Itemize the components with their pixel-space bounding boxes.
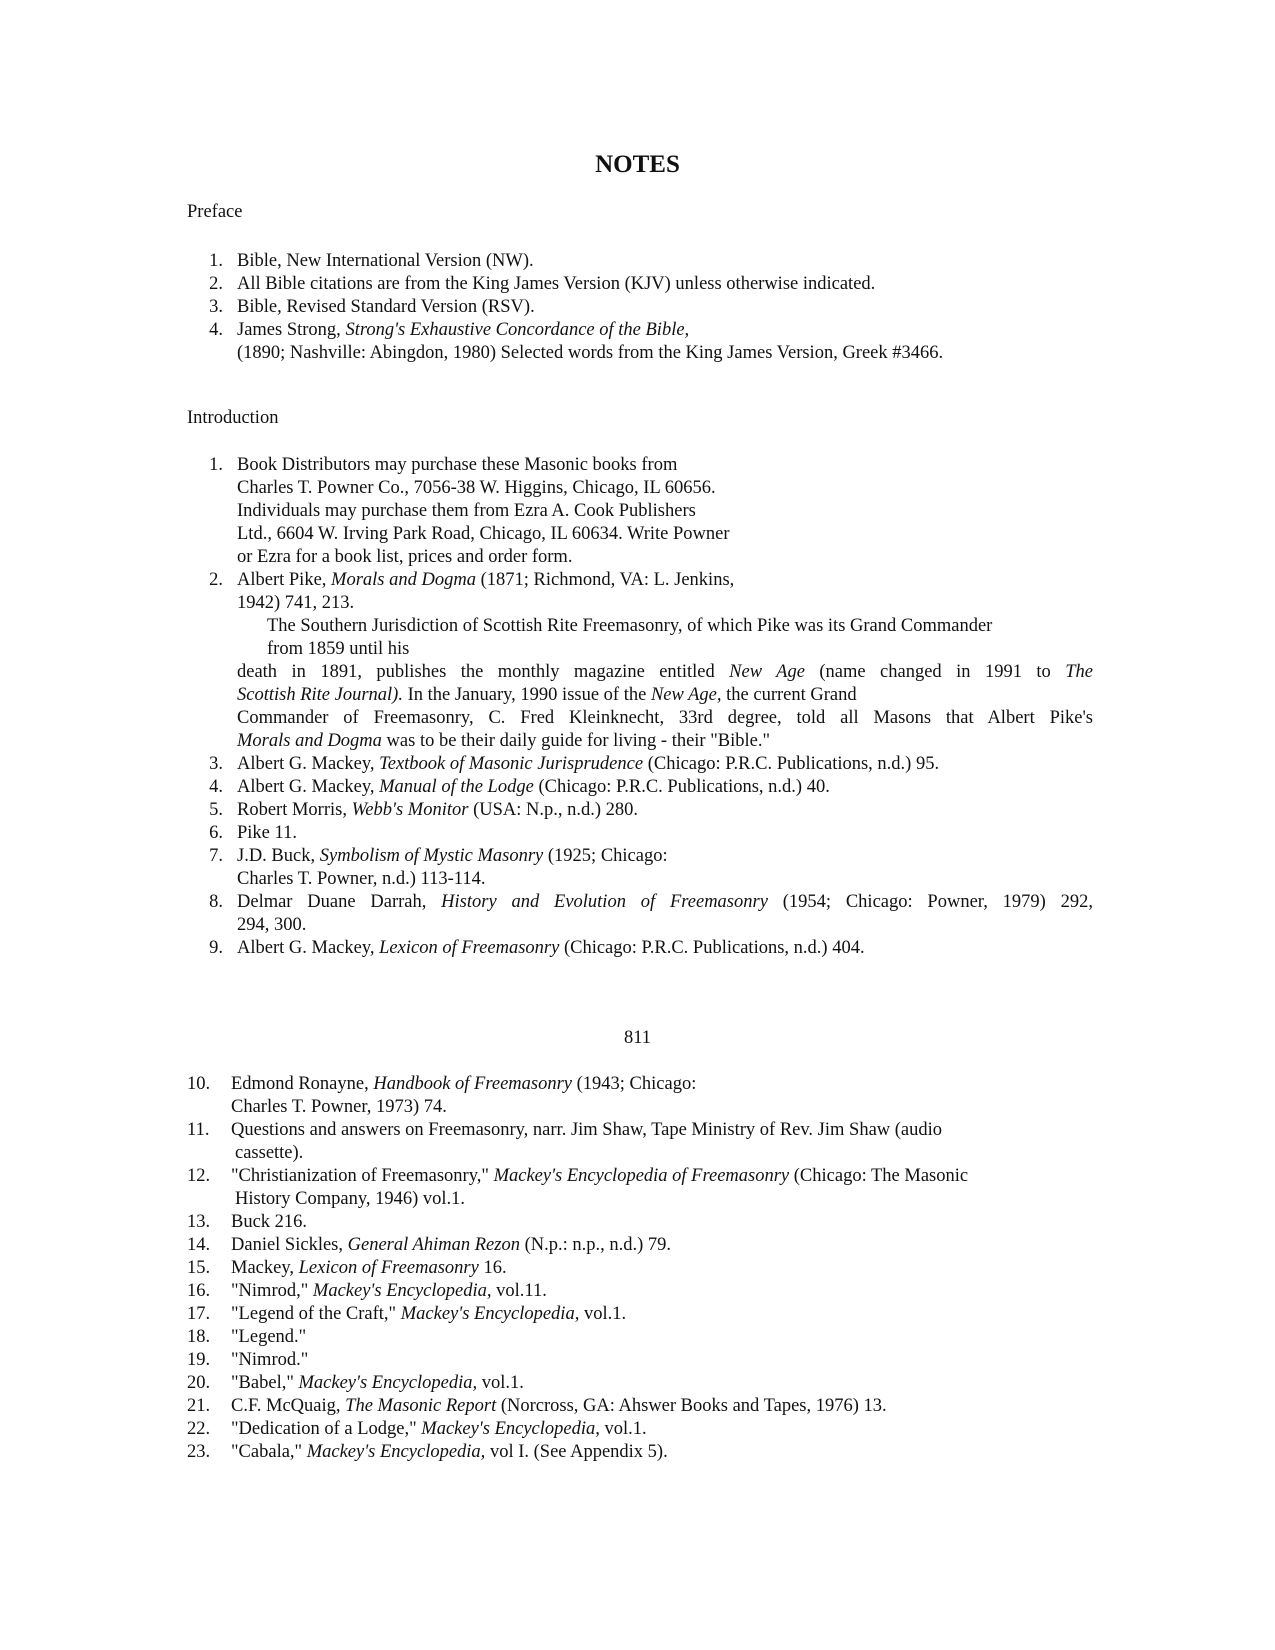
note-publication: (Chicago: P.R.C. Publications, n.d.) 95. [643,754,940,774]
note-number: 1. [209,455,223,475]
preface-notes-list [193,250,1093,365]
list-item [193,569,1093,753]
preface-heading: Preface [187,202,243,222]
note-text-continued: 1942) 741, 213. [237,593,355,613]
note-author: "Dedication of a Lodge," [231,1419,422,1439]
continued-notes-list [187,1073,1087,1464]
note-publication: (1925; Chicago: [543,846,668,866]
list-item [193,799,1093,822]
page-title: NOTES [595,151,680,178]
note-author: Delmar Duane Darrah, [237,892,442,912]
list-item [193,454,1093,569]
note-author: Mackey, [231,1258,299,1278]
note-number: 12. [187,1166,211,1186]
note-text [231,1418,1087,1441]
note-text [231,1257,1087,1280]
note-author: Albert Pike, [237,570,332,590]
note-publication: (1943; Chicago: [572,1074,697,1094]
note-text [231,1303,1087,1326]
note-text-continued: (1890; Nashville: Abingdon, 1980) Selected words from the King James Version, Greek #3466. [237,343,944,363]
note-publication: (N.p.: n.p., n.d.) 79. [519,1235,672,1255]
list-item [193,776,1093,799]
note-number: 7. [209,846,223,866]
note-number: 9. [209,938,223,958]
note-number: 8. [209,892,223,912]
note-author: C.F. McQuaig, [231,1396,346,1416]
note-text: All Bible citations are from the King James Version (KJV) unless otherwise indicated. [237,274,876,294]
note-number: 4. [209,777,223,797]
commentary-text: the current Grand [721,685,857,705]
note-number: 20. [187,1373,211,1393]
note-text: Ltd., 6604 W. Irving Park Road, Chicago, IL 60634. Write Powner [237,524,730,544]
note-title-italic: Manual of the Lodge [379,777,534,797]
note-number: 13. [187,1212,211,1232]
note-number: 15. [187,1258,211,1278]
list-item [193,319,1093,365]
note-commentary-line: from 1859 until his [267,639,410,659]
commentary-italic: New Age [729,662,805,682]
note-author: "Babel," [231,1373,299,1393]
note-commentary-line [237,684,1093,707]
note-author: Albert G. Mackey, [237,938,380,958]
list-item [193,937,1093,960]
note-text: Bible, New International Version (NW). [237,251,534,271]
commentary-italic: The [1065,662,1093,682]
list-item [193,250,1093,273]
note-author: Edmond Ronayne, [231,1074,374,1094]
note-title-italic: Mackey's Encyclopedia of Freemasonry [493,1166,790,1186]
page-number: 811 [623,1028,652,1048]
note-commentary-line [237,730,1093,753]
note-text-continued: Charles T. Powner, 1973) 74. [231,1097,447,1117]
commentary-text: death in 1891, publishes the monthly magazine entitled [237,662,730,682]
note-number: 22. [187,1419,211,1439]
note-number: 4. [209,320,223,340]
note-text [237,799,1093,822]
note-text [237,319,1093,342]
note-author: "Christianization of Freemasonry," [231,1166,494,1186]
note-commentary-line: The Southern Jurisdiction of Scottish Rite Freemasonry, of which Pike was its Grand Commander [267,616,993,636]
note-text: Pike 11. [237,823,297,843]
note-text [231,1372,1087,1395]
note-text: Charles T. Powner Co., 7056-38 W. Higgins, Chicago, IL 60656. [237,478,716,498]
note-text [237,776,1093,799]
list-item [187,1280,1087,1303]
note-number: 16. [187,1281,211,1301]
note-text [231,1234,1087,1257]
list-item [187,1211,1087,1234]
note-number: 10. [187,1074,211,1094]
note-text-continued: History Company, 1946) vol.1. [235,1189,466,1209]
note-number: 3. [209,754,223,774]
list-item [193,891,1093,937]
note-publication: vol.1. [599,1419,647,1439]
list-item [187,1303,1087,1326]
note-number: 3. [209,297,223,317]
list-item [193,845,1093,891]
list-item [187,1441,1087,1464]
note-commentary-line [237,661,1093,684]
note-number: 1. [209,251,223,271]
note-publication: (1871; Richmond, VA: L. Jenkins, [475,570,735,590]
note-text [237,937,1093,960]
note-text [231,1165,1087,1188]
list-item [193,753,1093,776]
list-item [187,1119,1087,1165]
note-number: 18. [187,1327,211,1347]
note-publication: vol.1. [477,1373,524,1393]
note-title-italic: Mackey's Encyclopedia, [306,1442,486,1462]
note-publication: vol I. (See Appendix 5). [485,1442,668,1462]
note-author: J.D. Buck, [237,846,320,866]
note-commentary-line: Commander of Freemasonry, C. Fred Kleinknecht, 33rd degree, told all Masons that Albert Pike's [237,708,1093,728]
list-item [193,296,1093,319]
note-text: "Nimrod." [231,1350,309,1370]
note-number: 2. [209,274,223,294]
note-author: "Nimrod," [231,1281,313,1301]
note-text [231,1395,1087,1418]
note-text-continued: 294, 300. [237,915,307,935]
introduction-heading: Introduction [187,408,279,428]
note-publication: vol.11. [491,1281,547,1301]
note-publication: (Norcross, GA: Ahswer Books and Tapes, 1976) 13. [496,1396,887,1416]
note-number: 14. [187,1235,211,1255]
note-author: Daniel Sickles, [231,1235,348,1255]
note-publication: (USA: N.p., n.d.) 280. [468,800,639,820]
note-text-continued: Charles T. Powner, n.d.) 113-114. [237,869,486,889]
list-item [187,1395,1087,1418]
note-text: Bible, Revised Standard Version (RSV). [237,297,535,317]
note-text [237,845,1093,868]
list-item [187,1349,1087,1372]
note-text: Questions and answers on Freemasonry, narr. Jim Shaw, Tape Ministry of Rev. Jim Shaw (audio [231,1120,943,1140]
note-title-italic: Handbook of Freemasonry [373,1074,572,1094]
commentary-italic: Scottish Rite Journal). [237,685,403,705]
list-item [187,1326,1087,1349]
list-item [187,1372,1087,1395]
note-title-italic: Webb's Monitor [351,800,469,820]
note-text: Buck 216. [231,1212,308,1232]
note-publication: (Chicago: P.R.C. Publications, n.d.) 40. [533,777,830,797]
note-number: 19. [187,1350,211,1370]
note-title-italic: The Masonic Report [345,1396,497,1416]
note-title-italic: Mackey's Encyclopedia, [312,1281,492,1301]
commentary-text: In the January, 1990 issue of the [402,685,651,705]
note-number: 11. [187,1120,210,1140]
note-publication: 16. [478,1258,507,1278]
note-author: "Legend of the Craft," [231,1304,401,1324]
note-text: "Legend." [231,1327,307,1347]
note-text: Individuals may purchase them from Ezra A. Cook Publishers [237,501,696,521]
note-title-italic: Mackey's Encyclopedia, [298,1373,478,1393]
note-number: 2. [209,570,223,590]
commentary-text: was to be their daily guide for living - their "Bible." [381,731,771,751]
note-text [231,1073,1087,1096]
list-item [187,1418,1087,1441]
note-number: 6. [209,823,223,843]
note-title-italic: Morals and Dogma [331,570,476,590]
commentary-text: (name changed in 1991 to [804,662,1066,682]
note-author: Robert Morris, [237,800,352,820]
note-title-italic: Strong's Exhaustive Concordance of the Bible, [345,320,690,340]
note-author: Albert G. Mackey, [237,777,380,797]
note-number: 21. [187,1396,211,1416]
commentary-italic: New Age, [650,685,722,705]
note-text [231,1280,1087,1303]
note-text [231,1441,1087,1464]
note-text [237,569,1093,592]
note-text-continued: cassette). [235,1143,304,1163]
note-title-italic: Mackey's Encyclopedia, [400,1304,580,1324]
note-text [237,891,1093,914]
note-text [237,753,1093,776]
list-item [193,822,1093,845]
note-publication: (1954; Chicago: Powner, 1979) 292, [767,892,1093,912]
commentary-italic: Morals and Dogma [237,731,382,751]
note-author: Albert G. Mackey, [237,754,380,774]
note-title-italic: Mackey's Encyclopedia, [421,1419,600,1439]
note-title-italic: Lexicon of Freemasonry [379,938,560,958]
list-item [187,1234,1087,1257]
note-author: "Cabala," [231,1442,307,1462]
list-item [187,1257,1087,1280]
list-item [193,273,1093,296]
list-item [187,1073,1087,1119]
note-number: 17. [187,1304,211,1324]
note-number: 23. [187,1442,211,1462]
list-item [187,1165,1087,1211]
note-title-italic: General Ahiman Rezon [347,1235,520,1255]
note-title-italic: Textbook of Masonic Jurisprudence [379,754,644,774]
note-text: or Ezra for a book list, prices and order form. [237,547,573,567]
note-number: 5. [209,800,223,820]
note-author: James Strong, [237,320,346,340]
note-title-italic: Lexicon of Freemasonry [298,1258,479,1278]
note-publication: (Chicago: The Masonic [789,1166,969,1186]
introduction-notes-list [193,454,1093,960]
note-title-italic: History and Evolution of Freemasonry [441,892,768,912]
note-publication: vol.1. [579,1304,627,1324]
note-title-italic: Symbolism of Mystic Masonry [319,846,544,866]
note-text: Book Distributors may purchase these Masonic books from [237,455,678,475]
note-publication: (Chicago: P.R.C. Publications, n.d.) 404. [559,938,865,958]
